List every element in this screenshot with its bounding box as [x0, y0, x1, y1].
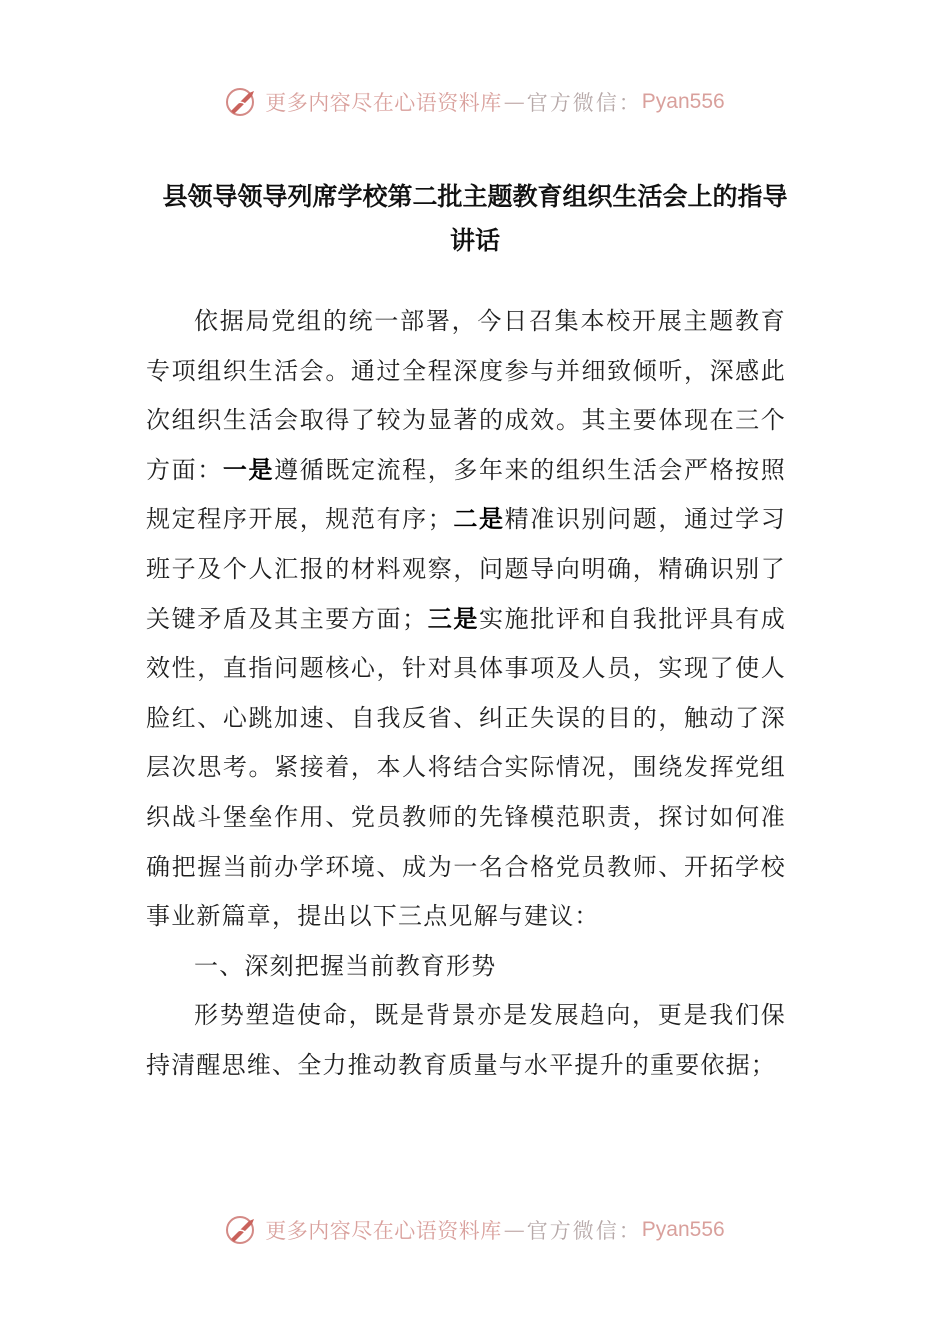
document-body: [146, 297, 786, 1091]
point-two-marker: 二是: [452, 505, 505, 534]
intro-text-4: 实施批评和自我批评具有成效性，直指问题核心，针对具体事项及人员，实现了使人脸红、心跳加速、自我反省、纠正失误的目的，触动了深层次思考。紧接着，本人将结合实际情况，围绕发挥党组织战斗堡垒作用、党员教师的先锋模范职责，探讨如何准确把握当前办学环境、成为一名合格党员教师、开拓学校事业新篇章，提出以下三点见解与建议：: [146, 604, 786, 931]
watermark-label: 官方微信：: [526, 91, 642, 115]
watermark-footer: [0, 1210, 950, 1250]
watermark-text: 更多内容尽在心语资料库: [265, 1219, 502, 1243]
watermark-label: 官方微信：: [526, 1219, 642, 1243]
intro-text-1: 依据局党组的统一部署，今日召集本校开展主题教育专项组织生活会。通过全程深度参与并细致倾听，深感此次组织生活会取得了较为显著的成效。其主要体现在三个方面：: [146, 307, 786, 484]
pen-logo-icon: [225, 1213, 259, 1247]
intro-text-3: 精准识别问题，通过学习班子及个人汇报的材料观察，问题导向明确，精确识别了关键矛盾及其主要方面；: [146, 505, 786, 633]
document-title: [100, 175, 850, 263]
intro-text-2: 遵循既定流程，多年来的组织生活会严格按照规定程序开展，规范有序；: [146, 455, 786, 534]
intro-paragraph: [146, 297, 786, 942]
watermark-header: [0, 82, 950, 122]
watermark-wechat-id: Pyan556: [641, 1218, 725, 1241]
title-line-2: 讲话: [449, 226, 500, 255]
watermark-wechat-id: Pyan556: [641, 90, 725, 113]
watermark-separator: —: [503, 90, 525, 114]
section-heading: 一、深刻把握当前教育形势: [194, 951, 497, 980]
point-one-marker: 一是: [222, 455, 275, 484]
point-three-marker: 三是: [427, 604, 480, 633]
pen-logo-icon: [225, 85, 259, 119]
section-paragraph: 形势塑造使命，既是背景亦是发展趋向，更是我们保持清醒思维、全力推动教育质量与水平提升的重要依据；: [146, 1001, 786, 1079]
watermark-separator: —: [503, 1218, 525, 1242]
title-line-1: 县领导领导列席学校第二批主题教育组织生活会上的指导: [162, 182, 788, 211]
watermark-text: 更多内容尽在心语资料库: [265, 91, 502, 115]
